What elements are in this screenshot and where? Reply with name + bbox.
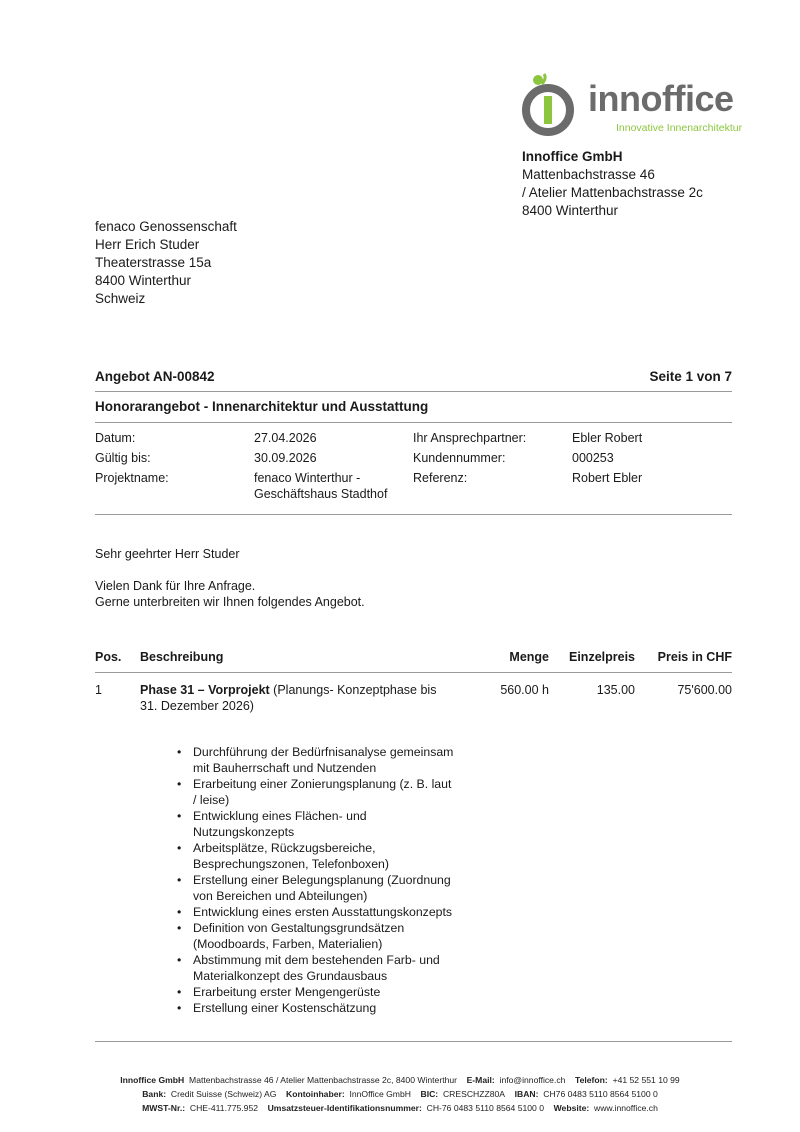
meta-label: Kundennummer: bbox=[413, 451, 506, 465]
scope-item-text: (Moodboards, Farben, Materialien) bbox=[193, 937, 383, 951]
footer-holder: InnOffice GmbH bbox=[349, 1089, 411, 1099]
scope-list-item bbox=[175, 952, 485, 984]
logo-tagline: Innovative Innenarchitektur bbox=[616, 122, 743, 134]
row-price: 75'600.00 bbox=[677, 683, 732, 697]
logo-mark-icon bbox=[520, 72, 584, 138]
recipient-line: Theaterstrasse 15a bbox=[95, 255, 212, 270]
scope-item-text: Arbeitsplätze, Rückzugsbereiche, bbox=[193, 841, 376, 855]
project-name-line: Geschäftshaus Stadthof bbox=[254, 487, 388, 501]
meta-value: Ebler Robert bbox=[572, 431, 643, 445]
scope-list-item bbox=[175, 872, 485, 904]
scope-item-text: Durchführung der Bedürfnisanalyse gemeinsam bbox=[193, 745, 454, 759]
footer-mwst: CHE-411.775.952 bbox=[189, 1103, 259, 1113]
scope-item-text: mit Bauherrschaft und Nutzenden bbox=[193, 761, 377, 775]
meta-label: Datum: bbox=[95, 431, 136, 445]
footer-company: Innoffice GmbH bbox=[120, 1075, 185, 1085]
row-pos: 1 bbox=[95, 683, 102, 697]
meta-label: Referenz: bbox=[413, 471, 468, 485]
row-quantity: 560.00 h bbox=[500, 683, 549, 697]
footer-label: Kontoinhaber: bbox=[285, 1089, 345, 1099]
footer-line bbox=[0, 1087, 800, 1101]
scope-list-item bbox=[175, 984, 485, 1000]
scope-list-item bbox=[175, 744, 485, 776]
col-unit-price: Einzelpreis bbox=[569, 650, 635, 664]
scope-list bbox=[175, 744, 485, 1016]
scope-item-text: Besprechungszonen, Telefonboxen) bbox=[193, 857, 389, 871]
scope-item-text: Nutzungskonzepts bbox=[193, 825, 295, 839]
meta-value: Robert Ebler bbox=[572, 471, 643, 485]
row-title-rest: 31. Dezember 2026) bbox=[140, 699, 254, 713]
footer-line bbox=[0, 1073, 800, 1087]
project-name-line: fenaco Winterthur - bbox=[254, 471, 361, 485]
footer-label: BIC: bbox=[420, 1089, 439, 1099]
intro-text bbox=[95, 578, 365, 610]
greeting: Sehr geehrter Herr Studer bbox=[95, 547, 240, 561]
scope-list-item bbox=[175, 1000, 485, 1016]
footer bbox=[0, 1073, 800, 1115]
meta-value: 27.04.2026 bbox=[254, 431, 317, 445]
scope-item-text: Entwicklung eines Flächen- und bbox=[193, 809, 367, 823]
col-price: Preis in CHF bbox=[657, 650, 732, 664]
scope-item-text: / leise) bbox=[193, 793, 230, 807]
row-title: Phase 31 – Vorprojekt bbox=[140, 683, 270, 697]
footer-label: Bank: bbox=[142, 1089, 167, 1099]
meta-label: Ihr Ansprechpartner: bbox=[413, 431, 527, 445]
footer-phone: +41 52 551 10 99 bbox=[612, 1075, 680, 1085]
recipient-line: fenaco Genossenschaft bbox=[95, 219, 237, 234]
footer-label: Umsatzsteuer-Identifikationsnummer: bbox=[267, 1103, 422, 1113]
footer-address: Mattenbachstrasse 46 / Atelier Mattenbachstrasse 2c, 8400 Winterthur bbox=[189, 1075, 458, 1085]
footer-website: www.innoffice.ch bbox=[594, 1103, 658, 1113]
footer-line bbox=[0, 1101, 800, 1115]
footer-email: info@innoffice.ch bbox=[499, 1075, 566, 1085]
scope-item-text: Erarbeitung erster Mengengerüste bbox=[193, 985, 381, 999]
recipient-line: Herr Erich Studer bbox=[95, 237, 200, 252]
footer-label: E-Mail: bbox=[466, 1075, 495, 1085]
meta-value: 000253 bbox=[572, 451, 614, 465]
company-logo bbox=[520, 72, 743, 138]
scope-list-item bbox=[175, 904, 485, 920]
scope-list-item bbox=[175, 840, 485, 872]
row-description bbox=[140, 682, 470, 714]
sender-address bbox=[522, 148, 703, 220]
recipient-line: Schweiz bbox=[95, 291, 146, 306]
meta-label: Gültig bis: bbox=[95, 451, 151, 465]
divider bbox=[95, 422, 732, 423]
page-indicator: Seite 1 von 7 bbox=[649, 369, 732, 384]
scope-list-item bbox=[175, 776, 485, 808]
footer-label: Telefon: bbox=[575, 1075, 608, 1085]
col-pos: Pos. bbox=[95, 650, 122, 664]
divider bbox=[95, 391, 732, 392]
footer-bic: CRESCHZZ80A bbox=[442, 1089, 506, 1099]
row-title-rest: (Planungs- Konzeptphase bis bbox=[269, 683, 437, 697]
col-description: Beschreibung bbox=[140, 650, 224, 664]
logo-wordmark: innoffice bbox=[588, 78, 734, 119]
scope-item-text: Entwicklung eines ersten Ausstattungskonzepts bbox=[193, 905, 453, 919]
footer-bank: Credit Suisse (Schweiz) AG bbox=[170, 1089, 277, 1099]
divider bbox=[95, 1041, 732, 1042]
meta-label: Projektname: bbox=[95, 471, 169, 485]
divider bbox=[95, 672, 732, 673]
meta-value: 30.09.2026 bbox=[254, 451, 317, 465]
col-quantity: Menge bbox=[509, 650, 549, 664]
scope-item-text: Erstellung einer Belegungsplanung (Zuordnung bbox=[193, 873, 451, 887]
footer-label: IBAN: bbox=[514, 1089, 539, 1099]
scope-item-text: von Bereichen und Abteilungen) bbox=[193, 889, 368, 903]
scope-item-text: Erarbeitung einer Zonierungsplanung (z. B. laut bbox=[193, 777, 452, 791]
scope-item-text: Materialkonzept des Grundausbaus bbox=[193, 969, 388, 983]
footer-ust: CH-76 0483 5110 8564 5100 0 bbox=[426, 1103, 545, 1113]
scope-item-text: Erstellung einer Kostenschätzung bbox=[193, 1001, 377, 1015]
offer-subject: Honorarangebot - Innenarchitektur und Ausstattung bbox=[95, 399, 429, 414]
intro-line: Gerne unterbreiten wir Ihnen folgendes Angebot. bbox=[95, 595, 365, 609]
scope-item-text: Definition von Gestaltungsgrundsätzen bbox=[193, 921, 405, 935]
sender-line: / Atelier Mattenbachstrasse 2c bbox=[522, 185, 703, 200]
intro-line: Vielen Dank für Ihre Anfrage. bbox=[95, 579, 256, 593]
sender-company: Innoffice GmbH bbox=[522, 149, 623, 164]
offer-title: Angebot AN-00842 bbox=[95, 369, 215, 384]
scope-list-item bbox=[175, 808, 485, 840]
recipient-line: 8400 Winterthur bbox=[95, 273, 192, 288]
sender-line: 8400 Winterthur bbox=[522, 203, 619, 218]
footer-label: MWST-Nr.: bbox=[142, 1103, 186, 1113]
recipient-address bbox=[95, 218, 237, 308]
divider bbox=[95, 514, 732, 515]
offer-header bbox=[95, 369, 732, 384]
meta-value bbox=[254, 470, 413, 502]
scope-item-text: Abstimmung mit dem bestehenden Farb- und bbox=[193, 953, 440, 967]
footer-iban: CH76 0483 5110 8564 5100 0 bbox=[543, 1089, 658, 1099]
scope-list-item bbox=[175, 920, 485, 952]
sender-line: Mattenbachstrasse 46 bbox=[522, 167, 655, 182]
offer-meta bbox=[95, 430, 732, 506]
row-unit-price: 135.00 bbox=[596, 683, 635, 697]
footer-label: Website: bbox=[553, 1103, 590, 1113]
